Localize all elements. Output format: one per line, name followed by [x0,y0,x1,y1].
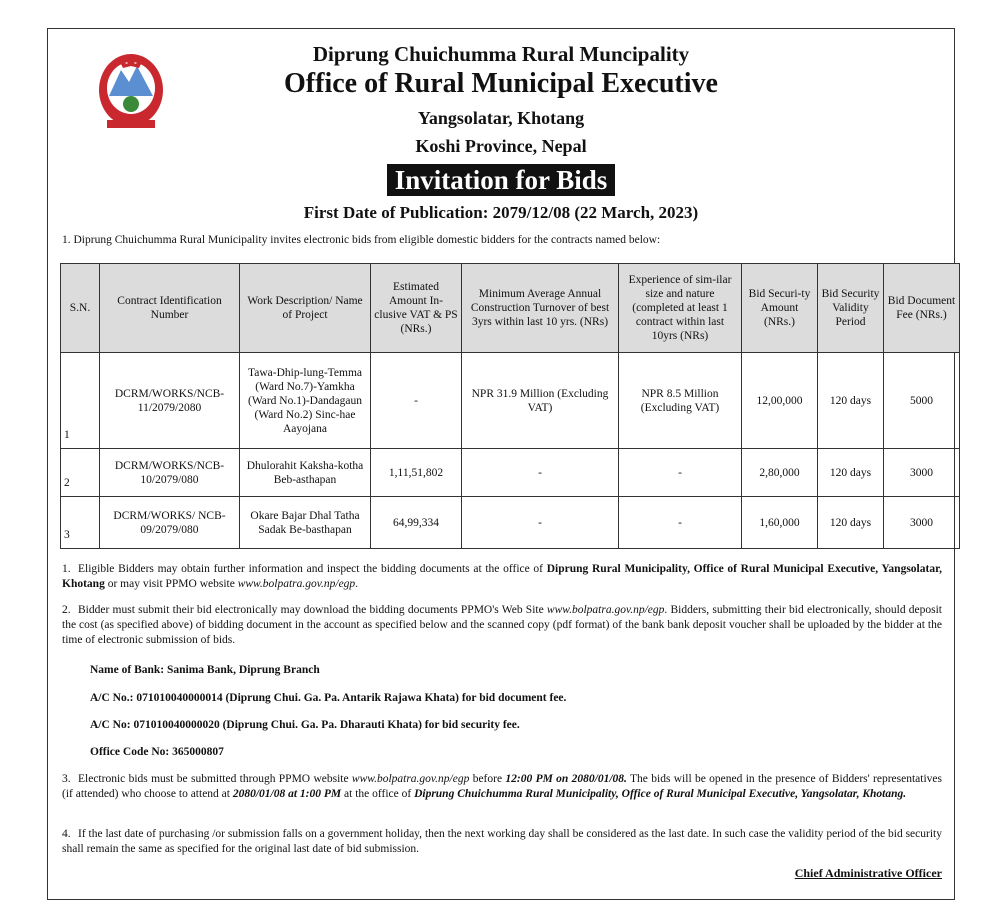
note-2: 2. Bidder must submit their bid electronically may download the bidding documents PPMO's Web Site www.bolpatra.gov.np/egp. Bidders, submitting their bid electronically, should deposit the cost (as specified above) of bidding document in the account as specified below and the scanned copy (pdf format) of the bank bank deposit voucher shall be uploaded by the bidder at the time of electronic submission of bids. [62,604,943,646]
table-cell: 3000 [884,497,960,549]
table-cell: 120 days [818,449,884,497]
signature-title: Chief Administrative Officer [794,866,942,880]
note-4: 4. If the last date of purchasing /or submission falls on a government holiday, then the next working day shall be considered as the last date. In such case the validity period of the bid security shall remain the same as specified for the original last date of bid submission. [62,828,942,855]
column-header: Work Description/ Name of Project [240,264,371,353]
table-row [61,497,960,549]
publication-date: First Date of Publication: 2079/12/08 (22 March, 2023) [303,203,699,222]
ppmo-link[interactable]: www.bolpatra.gov.np/egp [237,578,356,590]
address-line: Yangsolatar, Khotang [417,108,585,128]
note-1: 1. Eligible Bidders may obtain further information and inspect the bidding documents at the office of Diprung Rural Municipality, Office of Rural Municipal Executive, Yangsolatar, Khotang or may visit PPMO website www.bolpatra.gov.np/egp. [62,563,942,590]
table-cell: 120 days [818,353,884,449]
account-doc-fee: A/C No.: 071010040000014 (Diprung Chui. Ga. Pa. Antarik Rajawa Khata) for bid document fee. [90,692,567,704]
table-row [61,449,960,497]
table-cell: - [619,449,742,497]
office-name: Office of Rural Municipal Executive [284,68,718,99]
municipality-name: Diprung Chuichumma Rural Muncipality [312,42,690,66]
table-cell: 12,00,000 [742,353,818,449]
notice-title: Invitation for Bids [0,164,1002,196]
table-cell: 120 days [818,497,884,549]
table-cell: 5000 [884,353,960,449]
bank-name: Name of Bank: Sanima Bank, Diprung Branch [90,664,320,676]
table-cell: 2,80,000 [742,449,818,497]
table-cell: - [462,449,619,497]
account-security-fee: A/C No: 071010040000020 (Diprung Chui. Ga. Pa. Dharauti Khata) for bid security fee. [90,719,520,731]
table-header-row [61,264,960,353]
table-cell: - [371,353,462,449]
column-header: Experience of sim-ilar size and nature (completed at least 1 contract within last 10yrs (NRs) [619,264,742,353]
table-cell: 3 [61,497,100,549]
table-cell: 2 [61,449,100,497]
table-cell: Tawa-Dhip-lung-Temma (Ward No.7)-Yamkha (Ward No.1)-Dandagaun (Ward No.2) Sinc-hae Aayojana [240,353,371,449]
ppmo-link[interactable]: www.bolpatra.gov.np/egp [546,604,665,616]
province-line: Koshi Province, Nepal [415,136,587,156]
table-cell: Okare Bajar Dhal Tatha Sadak Be-basthapan [240,497,371,549]
intro-text: 1. Diprung Chuichumma Rural Municipality invites electronic bids from eligible domestic bidders for the contracts named below: [62,234,661,246]
column-header: Bid Securi-ty Amount (NRs.) [742,264,818,353]
table-cell: - [619,497,742,549]
table-cell: NPR 31.9 Million (Excluding VAT) [462,353,619,449]
table-cell: DCRM/WORKS/NCB-11/2079/2080 [100,353,240,449]
column-header: Minimum Average Annual Construction Turnover of best 3yrs within last 10 yrs. (NRs) [462,264,619,353]
table-cell: 1,11,51,802 [371,449,462,497]
office-code: Office Code No: 365000807 [90,746,224,758]
table-cell: 1 [61,353,100,449]
table-cell: 64,99,334 [371,497,462,549]
column-header: S.N. [61,264,100,353]
column-header: Bid Document Fee (NRs.) [884,264,960,353]
contracts-table [60,263,960,549]
ppmo-link[interactable]: www.bolpatra.gov.np/egp [351,773,470,785]
column-header: Bid Security Validity Period [818,264,884,353]
table-cell: 3000 [884,449,960,497]
table-cell: NPR 8.5 Million (Excluding VAT) [619,353,742,449]
table-cell: Dhulorahit Kaksha-kotha Beb-asthapan [240,449,371,497]
table-cell: DCRM/WORKS/NCB-10/2079/080 [100,449,240,497]
note-3: 3. Electronic bids must be submitted through PPMO website www.bolpatra.gov.np/egp before 12:00 PM on 2080/01/08. The bids will be opened in the presence of Bidders' representatives (if attended) who choose to attend at 2080/01/08 at 1:00 PM at the office of Diprung Chuichumma Rural Municipality, Office of Rural Municipal Executive, Yangsolatar, Khotang. [62,773,942,800]
table-cell: 1,60,000 [742,497,818,549]
table-row [61,353,960,449]
table-cell: - [462,497,619,549]
column-header: Contract Identification Number [100,264,240,353]
table-cell: DCRM/WORKS/ NCB-09/2079/080 [100,497,240,549]
column-header: Estimated Amount In-clusive VAT & PS (NRs.) [371,264,462,353]
